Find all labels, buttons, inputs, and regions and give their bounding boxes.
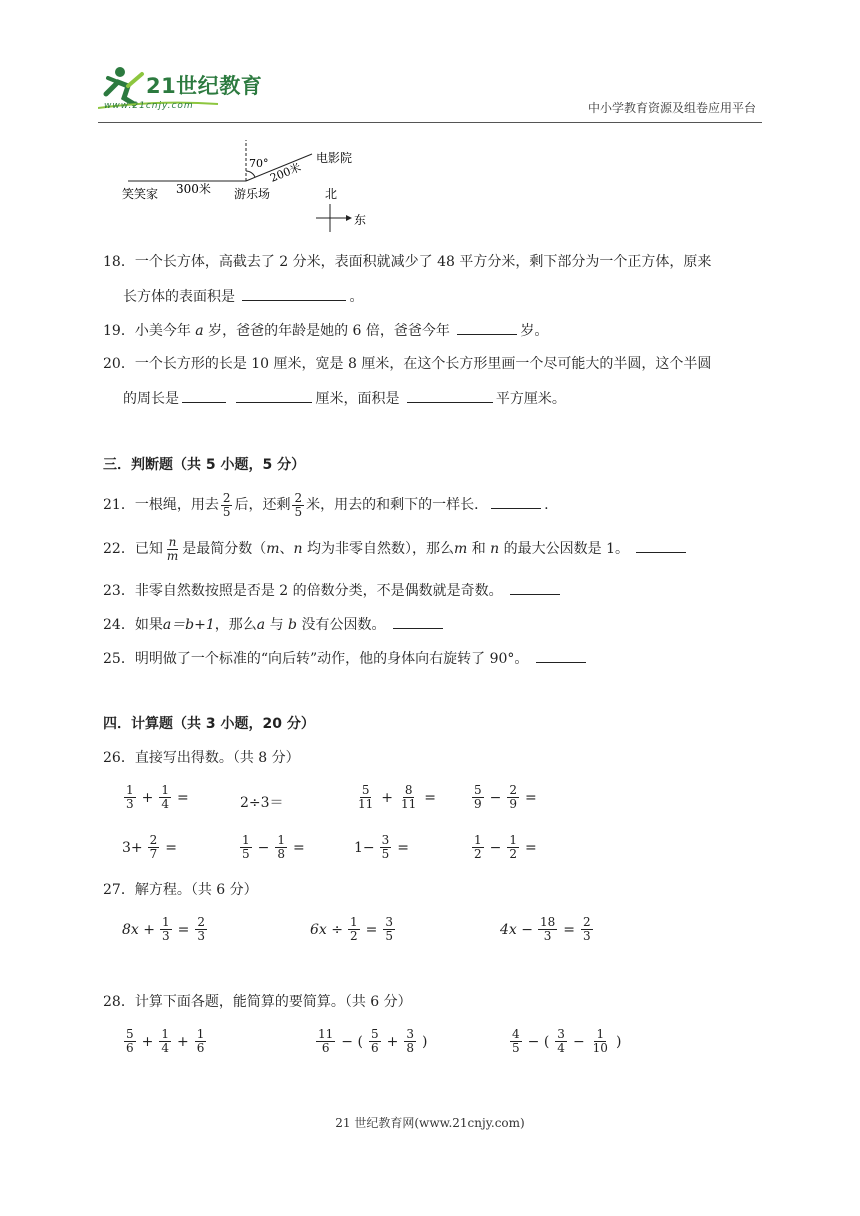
expr-26-3: $\frac{5}{11}$ + $\frac{8}{11}$ = bbox=[358, 783, 437, 811]
fraction: $\frac{2}{5}$ bbox=[294, 490, 303, 519]
answer-blank[interactable] bbox=[636, 538, 686, 553]
cinema-label: 电影院 bbox=[316, 151, 353, 165]
expr-28-2: $\frac{11}{6}$ − ( $\frac{5}{6}$ + $\frac{3}{8}$ ) bbox=[318, 1027, 428, 1055]
equation-27-3: 4x − $\frac{18}{3}$ = $\frac{2}{3}$ bbox=[500, 915, 591, 943]
equation-27-1: 8x + $\frac{1}{3}$ = $\frac{2}{3}$ bbox=[122, 915, 205, 943]
expr-26-1: $\frac{1}{3}$ + $\frac{1}{4}$ = bbox=[126, 783, 189, 811]
expr-26-5: 3+ $\frac{2}{7}$ = bbox=[122, 833, 178, 861]
expr-26-2: 2÷3＝ bbox=[240, 795, 284, 811]
question-21: 21．一根绳，用去 $\frac{2}{5}$ 后，还剩 $\frac{2}{5}$ 米，用去的和剩下的一样长． . bbox=[103, 490, 549, 519]
question-23: 23．非零自然数按照是否是 2 的倍数分类，不是偶数就是奇数。 bbox=[103, 580, 763, 601]
expr-26-8: $\frac{1}{2}$ − $\frac{1}{2}$ = bbox=[474, 833, 537, 861]
expr-28-1: $\frac{5}{6}$ + $\frac{1}{4}$ + $\frac{1}{6}$ bbox=[126, 1027, 205, 1055]
fraction: $\frac{2}{5}$ bbox=[222, 490, 231, 519]
answer-blank[interactable] bbox=[536, 648, 586, 663]
angle-label: 70° bbox=[249, 157, 269, 170]
north-label: 北 bbox=[325, 187, 338, 201]
question-24: 24．如果a＝b+1，那么a 与 b 没有公因数。 bbox=[103, 614, 763, 635]
direction-diagram bbox=[110, 136, 370, 236]
angle-arc bbox=[246, 171, 255, 177]
answer-blank[interactable] bbox=[407, 388, 493, 403]
home-label: 笑笑家 bbox=[122, 187, 159, 201]
fraction: $\frac{n}{m}$ bbox=[166, 534, 179, 563]
expr-26-6: $\frac{1}{5}$ − $\frac{1}{8}$ = bbox=[242, 833, 305, 861]
east-label: 东 bbox=[354, 213, 367, 227]
footer: 21 世纪教育网(www.21cnjy.com) bbox=[335, 1116, 525, 1130]
section-3-title: 三．判断题（共 5 小题，5 分） bbox=[103, 457, 306, 473]
logo-text: 21世纪教育 bbox=[146, 74, 263, 98]
expr-26-7: 1− $\frac{3}{5}$ = bbox=[354, 833, 410, 861]
distance-1-label: 300米 bbox=[176, 182, 211, 196]
answer-blank[interactable] bbox=[491, 494, 541, 509]
answer-blank[interactable] bbox=[242, 286, 346, 301]
answer-blank[interactable] bbox=[182, 388, 226, 403]
equation-27-2: 6x ÷ $\frac{1}{2}$ = $\frac{3}{5}$ bbox=[310, 915, 393, 943]
question-20: 20．一个长方形的长是 10 厘米，宽是 8 厘米，在这个长方形里画一个尽可能大的半圆，这个半圆 bbox=[103, 356, 712, 372]
east-arrow-icon bbox=[346, 215, 352, 221]
answer-blank[interactable] bbox=[393, 614, 443, 629]
question-19: 19．小美今年 a 岁，爸爸的年龄是她的 6 倍，爸爸今年 岁。 bbox=[103, 320, 763, 341]
answer-blank[interactable] bbox=[510, 580, 560, 595]
question-26-title: 26．直接写出得数。（共 8 分） bbox=[103, 750, 300, 766]
question-27-title: 27．解方程。（共 6 分） bbox=[103, 882, 258, 898]
question-25: 25．明明做了一个标准的“向后转”动作，他的身体向右旋转了 90°。 bbox=[103, 648, 763, 669]
question-20-cont: 的周长是 厘米，面积是 平方厘米。 bbox=[123, 388, 783, 409]
expr-26-4: $\frac{5}{9}$ − $\frac{2}{9}$ = bbox=[474, 783, 537, 811]
logo-url: www.21cnjy.com bbox=[104, 101, 194, 111]
question-18-cont: 长方体的表面积是 。 bbox=[123, 286, 783, 307]
platform-name: 中小学教育资源及组卷应用平台 bbox=[587, 101, 756, 115]
question-28-title: 28．计算下面各题，能简算的要简算。（共 6 分） bbox=[103, 994, 412, 1010]
question-18: 18．一个长方体，高截去了 2 分米，表面积就减少了 48 平方分米，剩下部分为一个正方体，原来 bbox=[103, 254, 712, 270]
park-label: 游乐场 bbox=[234, 187, 271, 201]
section-4-title: 四．计算题（共 3 小题，20 分） bbox=[103, 716, 315, 732]
answer-blank[interactable] bbox=[457, 320, 517, 335]
question-22: 22．已知 $\frac{n}{m}$ 是最简分数（m、n 均为非零自然数），那么m 和 n 的最大公因数是 1。 bbox=[103, 534, 763, 564]
distance-2-label: 200米 bbox=[268, 160, 303, 185]
answer-blank[interactable] bbox=[236, 388, 312, 403]
header-divider bbox=[98, 122, 762, 123]
expr-28-3: $\frac{4}{5}$ − ( $\frac{3}{4}$ − $\frac{1}{10}$ ) bbox=[512, 1027, 622, 1055]
